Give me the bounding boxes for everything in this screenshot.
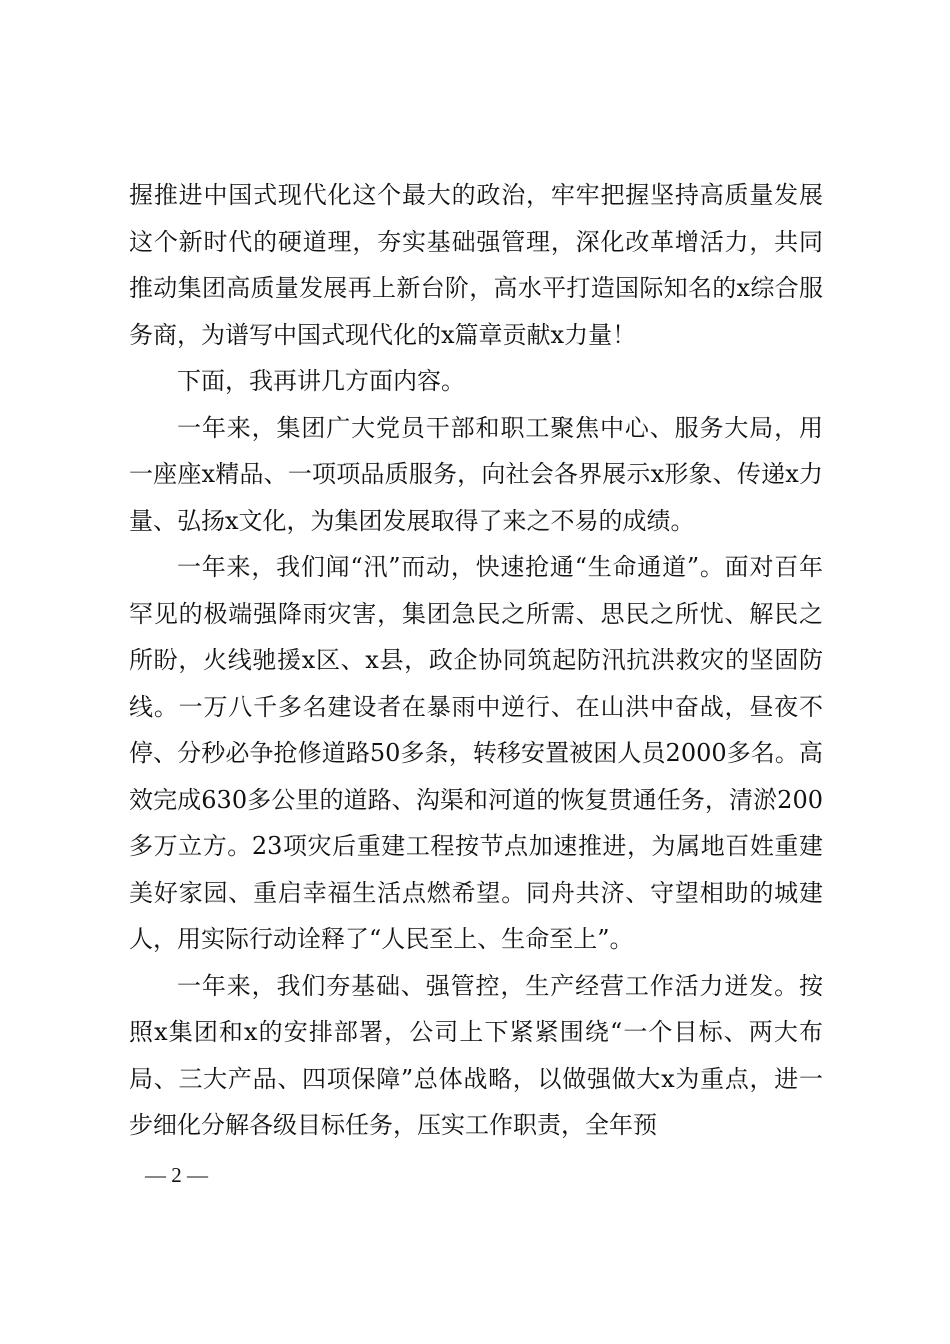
paragraph-5: 一年来，我们夯基础、强管控，生产经营工作活力迸发。按照x集团和x的安排部署，公司上下紧紧围绕“一个目标、两大布局、三大产品、四项保障”总体战略，以做强做大x为重点，进一步细化分解各级目标任务，压实工作职责，全年预 xyxy=(129,971,823,1139)
paragraph-3: 一年来，集团广大党员干部和职工聚焦中心、服务大局，用一座座x精品、一项项品质服务，向社会各界展示x形象、传递x力量、弘扬x文化，为集团发展取得了来之不易的成绩。 xyxy=(129,413,823,535)
paragraph-2: 下面，我再讲几方面内容。 xyxy=(177,367,465,395)
document-body xyxy=(129,172,823,1149)
paragraph-4: 一年来，我们闻“汛”而动，快速抢通“生命通道”。面对百年罕见的极端强降雨灾害，集团急民之所需、思民之所忧、解民之所盼，火线驰援x区、x县，政企协同筑起防汛抗洪救灾的坚固防线。一万八千多名建设者在暴雨中逆行、在山洪中奋战，昼夜不停、分秒必争抢修道路50多条，转移安置被困人员2000多名。高效完成630多公里的道路、沟渠和河道的恢复贯通任务，清淤200多万立方。23项灾后重建工程按节点加速推进，为属地百姓重建美好家园、重启幸福生活点燃希望。同舟共济、守望相助的城建人，用实际行动诠释了“人民至上、生命至上”。 xyxy=(129,553,823,953)
paragraph-1: 握推进中国式现代化这个最大的政治，牢牢把握坚持高质量发展这个新时代的硬道理，夯实基础强管理，深化改革增活力，共同推动集团高质量发展再上新台阶，高水平打造国际知名的x综合服务商，为谱写中国式现代化的x篇章贡献x力量！ xyxy=(129,181,823,349)
page-number: — 2 — xyxy=(145,1163,208,1187)
